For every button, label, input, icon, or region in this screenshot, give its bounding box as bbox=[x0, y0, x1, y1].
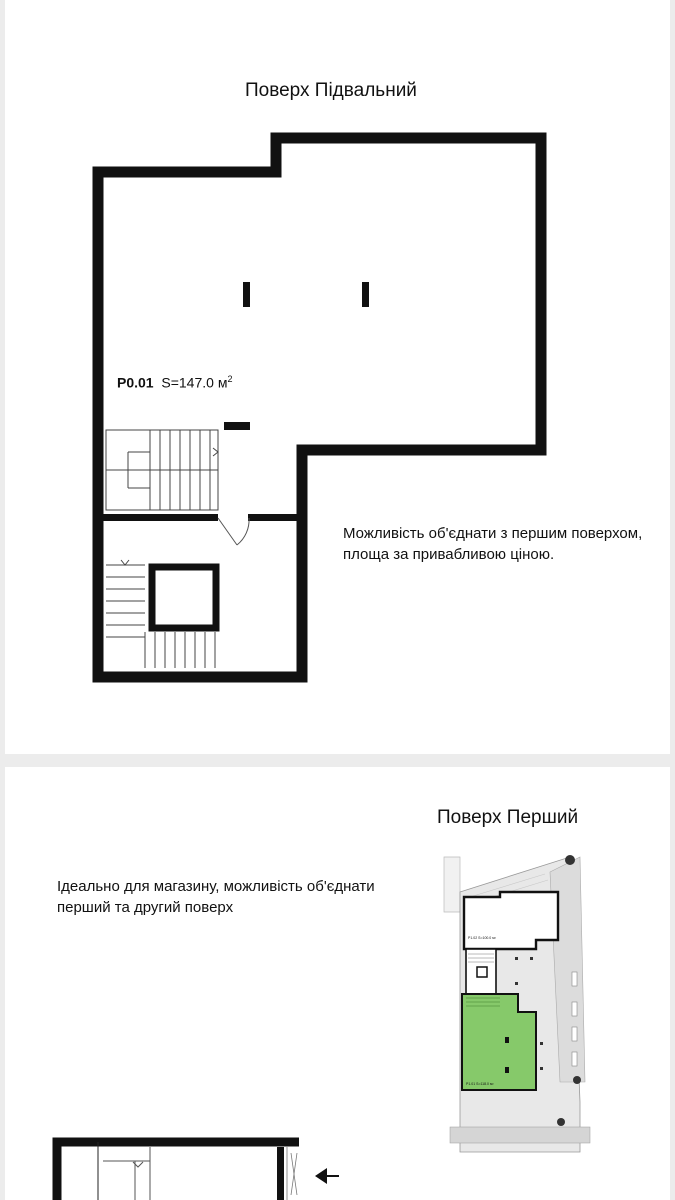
room-area-unit-power: 2 bbox=[227, 374, 233, 384]
basement-title: Поверх Підвальний bbox=[245, 80, 417, 101]
room-area: S=147.0 м bbox=[161, 374, 228, 391]
thumb-label-upper: P1.02 S=100.0 м² bbox=[468, 936, 496, 940]
basement-note: Можливість об'єднати з першим поверхом, площа за привабливою ціною. bbox=[343, 525, 643, 563]
first-floor-plan-page bbox=[5, 767, 670, 1200]
first-floor-plan-preview bbox=[5, 1135, 670, 1200]
basement-floor-plan bbox=[5, 0, 670, 754]
first-floor-site-thumbnail bbox=[440, 852, 590, 1152]
first-floor-note: Ідеально для магазину, можливість об'єднати перший та другий поверх bbox=[57, 878, 375, 916]
thumb-label-shop: P1.01 S=118.0 м² bbox=[466, 1082, 494, 1086]
room-code: P0.01 bbox=[117, 374, 154, 391]
basement-plan-page bbox=[5, 0, 670, 754]
room-label bbox=[117, 374, 232, 391]
first-floor-title: Поверх Перший bbox=[437, 807, 579, 828]
